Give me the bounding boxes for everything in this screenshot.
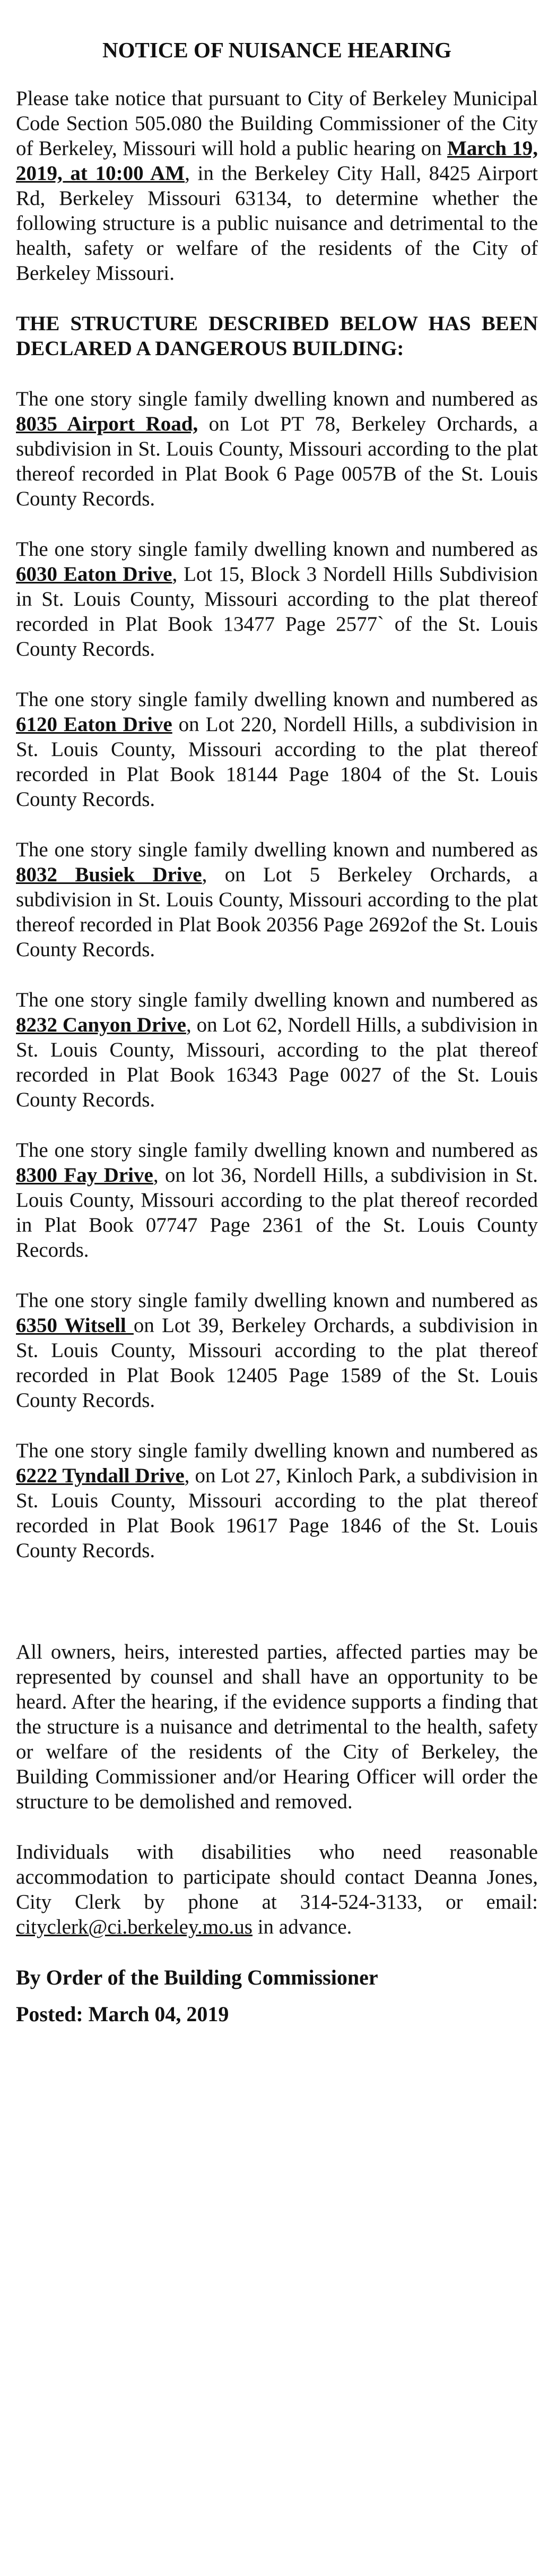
property-suffix: , on lot 36, Nordell Hills, a subdivision in St. Louis County, Missouri according to the plat thereof recorded in Plat Book 07747 Page 2361 of the St. Louis County Records. <box>16 1164 538 1261</box>
posted-date: Posted: March 04, 2019 <box>16 2002 229 2026</box>
property-item <box>16 1138 538 1263</box>
property-item <box>16 837 538 962</box>
property-suffix: , Lot 15, Block 3 Nordell Hills Subdivision in St. Louis County, Missouri according to the plat thereof recorded in Plat Book 13477 Page 2577` of the St. Louis County Records. <box>16 563 538 660</box>
property-suffix: , on Lot 27, Kinloch Park, a subdivision in St. Louis County, Missouri according to the plat thereof recorded in Plat Book 19617 Page 1846 of the St. Louis County Records. <box>16 1464 538 1562</box>
section-spacer <box>16 1588 538 1639</box>
declaration-heading: THE STRUCTURE DESCRIBED BELOW HAS BEEN DECLARED A DANGEROUS BUILDING: <box>16 312 538 360</box>
property-list <box>16 387 538 1563</box>
property-item <box>16 687 538 812</box>
property-suffix: on Lot 39, Berkeley Orchards, a subdivision in St. Louis County, Missouri according to the plat thereof recorded in Plat Book 12405 Page 1589 of the St. Louis County Records. <box>16 1314 538 1412</box>
property-prefix: The one story single family dwelling known and numbered as <box>16 1289 538 1312</box>
property-address: 6030 Eaton Drive <box>16 563 172 586</box>
property-prefix: The one story single family dwelling known and numbered as <box>16 1439 538 1462</box>
owners-paragraph: All owners, heirs, interested parties, affected parties may be represented by counsel and shall have an opportunity to be heard. After the hearing, if the evidence supports a finding that the structure is a nuisance and detrimental to the health, safety or welfare of the residents of the City of Berkeley, the Building Commissioner and/or Hearing Officer will order the structure to be demolished and removed. <box>16 1641 538 1813</box>
property-address: 6222 Tyndall Drive <box>16 1464 185 1487</box>
intro-text-after: , in the Berkeley City Hall, 8425 Airport Rd, Berkeley Missouri 63134, to determine whether the following structure is a public nuisance and detrimental to the health, safety or welfare of the residents of the City of Berkeley Missouri. <box>16 162 538 285</box>
hearing-datetime: March 19, 2019, at 10:00 AM <box>16 137 538 185</box>
property-suffix: , on Lot 5 Berkeley Orchards, a subdivision in St. Louis County, Missouri according to the plat thereof recorded in Plat Book 20356 Page 2692of the St. Louis County Records. <box>16 863 538 961</box>
property-item <box>16 537 538 662</box>
intro-text-before: Please take notice that pursuant to City of Berkeley Municipal Code Section 505.080 the Building Commissioner of the City of Berkeley, Missouri will hold a public hearing on <box>16 87 538 160</box>
property-prefix: The one story single family dwelling known and numbered as <box>16 538 538 561</box>
property-item <box>16 988 538 1112</box>
property-address: 8232 Canyon Drive <box>16 1014 186 1036</box>
property-address: 6120 Eaton Drive <box>16 713 172 736</box>
property-prefix: The one story single family dwelling known and numbered as <box>16 688 538 711</box>
property-prefix: The one story single family dwelling known and numbered as <box>16 989 538 1011</box>
property-address: 8035 Airport Road, <box>16 413 198 435</box>
intro-paragraph <box>16 86 538 286</box>
accessibility-paragraph <box>16 1840 538 1939</box>
property-prefix: The one story single family dwelling known and numbered as <box>16 388 538 410</box>
property-suffix: on Lot PT 78, Berkeley Orchards, a subdivision in St. Louis County, Missouri according to the plat thereof recorded in Plat Book 6 Page 0057B of the St. Louis County Records. <box>16 413 538 510</box>
property-address: 8032 Busiek Drive <box>16 863 202 886</box>
property-prefix: The one story single family dwelling known and numbered as <box>16 838 538 861</box>
notice-title: NOTICE OF NUISANCE HEARING <box>102 38 451 62</box>
property-prefix: The one story single family dwelling known and numbered as <box>16 1139 538 1162</box>
clerk-email-link[interactable]: cityclerk@ci.berkeley.mo.us <box>16 1916 253 1938</box>
property-item <box>16 387 538 511</box>
property-suffix: , on Lot 62, Nordell Hills, a subdivision in St. Louis County, Missouri, according to the plat thereof recorded in Plat Book 16343 Page 0027 of the St. Louis County Records. <box>16 1014 538 1111</box>
property-address: 6350 Witsell <box>16 1314 134 1337</box>
accessibility-text-before: Individuals with disabilities who need reasonable accommodation to participate should contact Deanna Jones, City Clerk by phone at 314-524-3133, or email: <box>16 1841 538 1913</box>
property-suffix: on Lot 220, Nordell Hills, a subdivision in St. Louis County, Missouri according to the plat thereof recorded in Plat Book 18144 Page 1804 of the St. Louis County Records. <box>16 713 538 811</box>
property-item <box>16 1438 538 1563</box>
property-address: 8300 Fay Drive <box>16 1164 153 1187</box>
accessibility-text-after: in advance. <box>252 1916 352 1938</box>
signature-line: By Order of the Building Commissioner <box>16 1965 378 1989</box>
property-item <box>16 1288 538 1413</box>
